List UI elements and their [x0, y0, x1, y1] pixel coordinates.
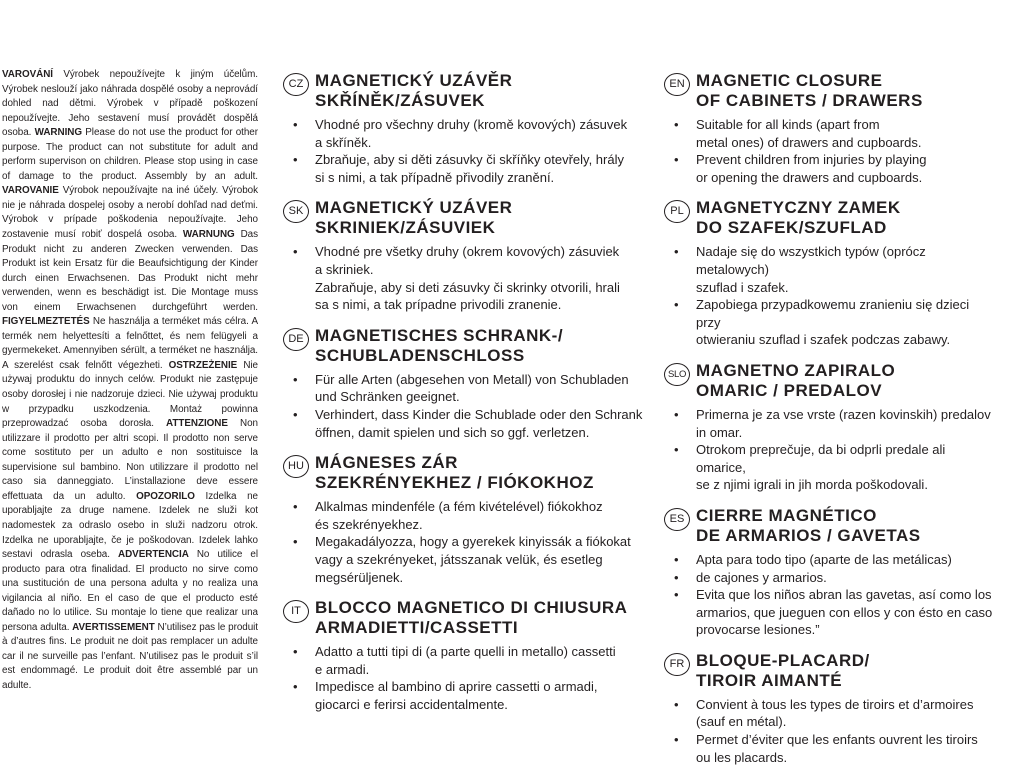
bullet-list	[283, 371, 655, 441]
language-section-sk	[283, 198, 655, 313]
section-header	[664, 361, 994, 401]
section-header	[664, 198, 994, 238]
section-header	[664, 506, 994, 546]
warning-heading: ATTENZIONE	[166, 418, 228, 430]
bullet-list	[283, 243, 655, 313]
warning-body: Ne használja a terméket más célra. A termék nem helyettesíti a felnőttet, és nem felügyeli a gyermekeket. Amennyiben sérült, a terméket ne használja. A szerelést csak felnőtt végezheti.	[2, 316, 258, 371]
bullet-list	[664, 696, 994, 766]
section-title: MAGNETIC CLOSURE OF CABINETS / DRAWERS	[696, 71, 923, 110]
warning-body: Izdelka ne uporabljajte za druge namene. Izdelek ne služi kot nadomestek za odraslo osebo in služi nadzoru otrok. Izdelka ne uporabljajte, če je poškodovan. Izdelek lahko sestavi odrasla oseba.	[2, 490, 258, 561]
warning-body: Výrobok nepoužívajte na iné účely. Výrobok nie je náhrada dospelej osoby a nerobí dohľad nad deťmi. Výrobok v prípade poškodenia nepoužívajte. Jeho zostavenie musí robiť dospelá osoba.	[2, 185, 258, 241]
language-code-badge: DE	[283, 328, 309, 351]
language-code-badge: SLO	[664, 363, 690, 386]
section-title: MÁGNESES ZÁR SZEKRÉNYEKHEZ / FIÓKOKHOZ	[315, 453, 594, 493]
right-column	[664, 71, 994, 766]
section-header	[283, 453, 655, 493]
bullet-item: • Zapobiega przypadkowemu zranieniu się dzieci przy otwieraniu szuflad i szafek podczas zabawy.	[696, 296, 994, 349]
language-section-slo	[664, 361, 994, 494]
warning-heading: OSTRZEŻENIE	[168, 359, 238, 371]
language-section-cz	[283, 71, 655, 186]
language-code-badge: PL	[664, 200, 690, 223]
warning-heading: WARNING	[34, 127, 82, 139]
warning-heading: ADVERTENCIA	[118, 549, 189, 561]
language-code-badge: EN	[664, 73, 690, 96]
bullet-item: • Zbraňuje, aby si děti zásuvky či skříňky otevřely, hrály si s nimi, a tak případně přivodily zranění.	[315, 151, 655, 186]
bullet-item: • Convient à tous les types de tiroirs et d’armoires (sauf en métal).	[696, 696, 994, 731]
section-header	[283, 326, 655, 366]
language-code-badge: SK	[283, 200, 309, 223]
bullet-item: • de cajones y armarios.	[696, 569, 994, 587]
warning-heading: VAROVÁNÍ	[2, 69, 53, 80]
language-code-badge: IT	[283, 600, 309, 623]
bullet-item: • Suitable for all kinds (apart from metal ones) of drawers and cupboards.	[696, 116, 994, 151]
section-title: MAGNETYCZNY ZAMEK DO SZAFEK/SZUFLAD	[696, 198, 901, 238]
warning-body: Das Produkt nicht zu anderen Zwecken verwenden. Das Produkt ist kein Ersatz für die Beaufsichtigung der Kinder durch einen Erwachsenen. Das Produkt nicht mehr verwenden, wenn es beschädigt ist. Die Montage muss von einem Erwachsenen durchgeführt werden.	[2, 229, 258, 313]
bullet-item: • Evita que los niños abran las gavetas, así como los armarios, que jueguen con ellos y con ésto en caso provocarse lesiones.”	[696, 586, 994, 639]
section-title: BLOQUE-PLACARD/ TIROIR AIMANTÉ	[696, 650, 870, 690]
section-title: MAGNETICKÝ UZÁVER SKRINIEK/ZÁSUVIEK	[315, 198, 513, 238]
bullet-item: • Impedisce al bambino di aprire cassetti o armadi, giocarci e ferirsi accidentalmente.	[315, 678, 655, 713]
bullet-list	[283, 116, 655, 186]
section-title: MAGNETNO ZAPIRALO OMARIC / PREDALOV	[696, 360, 896, 400]
warning-heading: AVERTISSEMENT	[72, 621, 155, 633]
language-section-it	[283, 598, 655, 713]
bullet-item: • Vhodné pro všechny druhy (kromě kovových) zásuvek a skříněk.	[315, 116, 655, 151]
warning-body: Výrobek nepoužívejte k jiným účelům. Výrobek neslouží jako náhrada dospělé osoby a neprovádí dohled nad dětmi. Výrobek v případě poškození nepoužívejte. Jeho sestavení musí provádět dospělá osoba.	[2, 69, 258, 139]
bullet-list	[664, 551, 994, 639]
middle-column	[283, 71, 655, 713]
language-section-de	[283, 326, 655, 441]
section-header	[283, 71, 655, 111]
section-title: MAGNETISCHES SCHRANK-/ SCHUBLADENSCHLOSS	[315, 325, 564, 365]
bullet-list	[664, 116, 994, 186]
bullet-item: • Prevent children from injuries by playing or opening the drawers and cupboards.	[696, 151, 994, 186]
language-code-badge: CZ	[283, 73, 309, 96]
section-header	[283, 198, 655, 238]
section-header	[664, 651, 994, 691]
warning-heading: WARNUNG	[182, 229, 235, 241]
language-section-hu	[283, 453, 655, 586]
bullet-list	[664, 406, 994, 494]
section-title: BLOCCO MAGNETICO DI CHIUSURA ARMADIETTI/CASSETTI	[315, 598, 628, 638]
warning-body: Nie używaj produktu do innych celów. Produkt nie zastępuje osoby dorosłej i nie nadzoruje dzieci. Nie używaj produktu w przypadku uszkodzenia. Montaż powinna przeprowadzać osoba dorosła.	[2, 359, 258, 430]
language-code-badge: HU	[283, 455, 309, 478]
bullet-item: • Permet d’éviter que les enfants ouvrent les tiroirs ou les placards.	[696, 731, 994, 766]
bullet-item: • Megakadályozza, hogy a gyerekek kinyissák a fiókokat vagy a szekrényeket, játsszanak velük, és esetleg megsérüljenek.	[315, 533, 655, 586]
bullet-item: • Adatto a tutti tipi di (a parte quelli in metallo) cassetti e armadi.	[315, 643, 655, 678]
bullet-item: • Primerna je za vse vrste (razen kovinskih) predalov in omar.	[696, 406, 994, 441]
bullet-item: • Nadaje się do wszystkich typów (oprócz metalowych) szuflad i szafek.	[696, 243, 994, 296]
warning-body: Please do not use the product for other purpose. The product can not substitute for adult and perform supervison on children. Please stop using in case of damage to the product. Assembly by an adult.	[2, 127, 258, 182]
bullet-list	[283, 498, 655, 586]
bullet-item: • Alkalmas mindenféle (a fém kivételével) fiókokhoz és szekrényekhez.	[315, 498, 655, 533]
warning-body: Non utilizzare il prodotto per altri scopi. Il prodotto non serve come sostituto per un adulto e non sostituisce la supervisione sul bambino. Non utilizzare il prodotto nel caso sia danneggiato. L’installazione deve essere effettuata da un adulto.	[2, 418, 258, 502]
warning-body: No utilice el producto para otra finalidad. El producto no sirve como una sustitución de una persona adulta y no realiza una vigilancia al niño. En el caso de que el producto esté dañado no lo utilice. Su montaje lo tiene que realizar una persona adulta.	[2, 549, 259, 633]
section-title: MAGNETICKÝ UZÁVĚR SKŘÍNĚK/ZÁSUVEK	[315, 71, 513, 110]
warning-heading: VAROVANIE	[2, 185, 59, 197]
bullet-item: • Für alle Arten (abgesehen von Metall) von Schubladen und Schränken geeignet.	[315, 371, 655, 406]
bullet-list	[283, 643, 655, 713]
section-header	[283, 598, 655, 638]
warning-body: N’utilisez pas le produit à d’autres fins. Le produit ne doit pas remplacer un adulte car il ne surveille pas l’enfant. N’utilisez pas le produit s’il est endommagé. Le produit doit être assemblé par un adulte.	[2, 621, 258, 691]
bullet-item: • Otrokom preprečuje, da bi odprli predale ali omarice, se z njimi igrali in jih morda poškodovali.	[696, 441, 994, 494]
warning-heading: OPOZORILO	[136, 490, 195, 502]
warning-heading: FIGYELMEZTETÉS	[2, 316, 90, 328]
language-section-es	[664, 506, 994, 639]
bullet-item: • Vhodné pre všetky druhy (okrem kovových) zásuviek a skriniek.	[315, 243, 655, 278]
bullet-item: Zabraňuje, aby si deti zásuvky či skrinky otvorili, hrali sa s nimi, a tak prípadne privodili zranenie.	[315, 279, 620, 313]
language-section-fr	[664, 651, 994, 766]
language-code-badge: ES	[664, 508, 690, 531]
language-section-en	[664, 71, 994, 186]
language-code-badge: FR	[664, 653, 690, 676]
section-title: CIERRE MAGNÉTICO DE ARMARIOS / GAVETAS	[696, 505, 921, 545]
language-section-pl	[664, 198, 994, 349]
bullet-item: • Apta para todo tipo (aparte de las metálicas)	[696, 551, 994, 569]
section-header	[664, 71, 994, 111]
bullet-item: • Verhindert, dass Kinder die Schublade oder den Schrank öffnen, damit spielen und sich so ggf. verletzen.	[315, 406, 655, 441]
warning-text-block	[2, 68, 258, 694]
bullet-list	[664, 243, 994, 349]
